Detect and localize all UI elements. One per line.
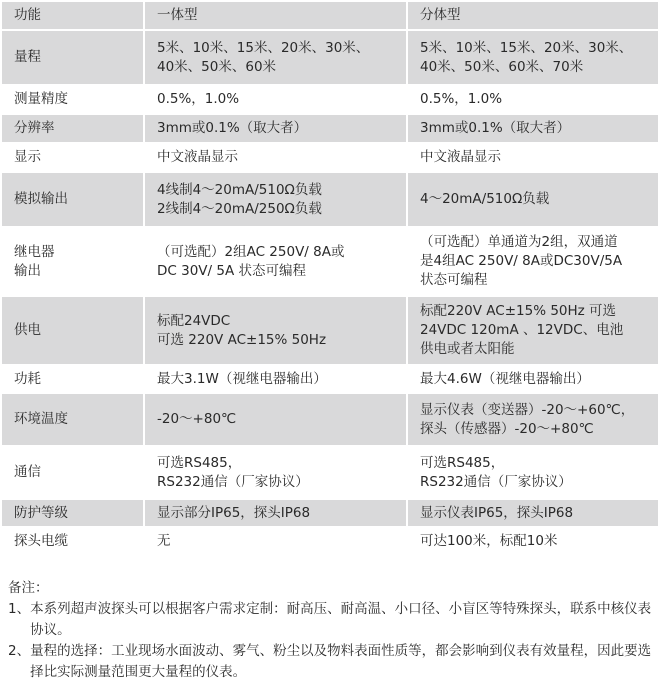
split-value: 5米、10米、15米、20米、30米、 40米、50米、60米、70米 bbox=[406, 31, 658, 86]
split-value: 中文液晶显示 bbox=[406, 144, 658, 173]
integrated-value: 显示部分IP65，探头IP68 bbox=[143, 500, 406, 528]
table-row-power-consumption bbox=[2, 366, 658, 394]
header-row bbox=[2, 2, 658, 31]
integrated-value: 最大3.1W（视继电器输出） bbox=[143, 366, 406, 394]
note-item bbox=[8, 599, 654, 641]
table-row-analog-output bbox=[2, 173, 658, 228]
row-label: 量程 bbox=[2, 31, 143, 86]
split-value: 4～20mA/510Ω负载 bbox=[406, 173, 658, 228]
integrated-value: 5米、10米、15米、20米、30米、 40米、50米、60米 bbox=[143, 31, 406, 86]
table-row-probe-cable bbox=[2, 528, 658, 556]
row-label: 分辨率 bbox=[2, 115, 143, 144]
table-row-ambient-temp bbox=[2, 394, 658, 447]
note-number: 2、 bbox=[8, 643, 31, 659]
table-row-resolution bbox=[2, 115, 658, 144]
row-label: 通信 bbox=[2, 447, 143, 500]
table-row-range bbox=[2, 31, 658, 86]
note-text: 量程的选择：工业现场水面波动、雾气、粉尘以及物料表面性质等，都会影响到仪表有效量程，因此要选择比实际测量范围更大量程的仪表。 bbox=[30, 643, 652, 680]
note-number: 1、 bbox=[8, 601, 31, 617]
row-label: 功耗 bbox=[2, 366, 143, 394]
header-function: 功能 bbox=[2, 2, 143, 31]
note-text: 本系列超声波探头可以根据客户需求定制：耐高压、耐高温、小口径、小盲区等特殊探头，联系中核仪表协议。 bbox=[30, 601, 652, 638]
table-row-protection bbox=[2, 500, 658, 528]
integrated-value: 3mm或0.1%（取大者） bbox=[143, 115, 406, 144]
integrated-value: （可选配）2组AC 250V/ 8A或 DC 30V/ 5A 状态可编程 bbox=[143, 228, 406, 297]
notes-section bbox=[8, 578, 654, 683]
split-value: 可选RS485， RS232通信（厂家协议） bbox=[406, 447, 658, 500]
integrated-value: 4线制4～20mA/510Ω负载 2线制4～20mA/250Ω负载 bbox=[143, 173, 406, 228]
row-label: 显示 bbox=[2, 144, 143, 173]
row-label: 测量精度 bbox=[2, 86, 143, 115]
table-row-accuracy bbox=[2, 86, 658, 115]
table-row-display bbox=[2, 144, 658, 173]
row-label: 模拟输出 bbox=[2, 173, 143, 228]
row-label: 继电器 输出 bbox=[2, 228, 143, 297]
row-label: 探头电缆 bbox=[2, 528, 143, 556]
split-value: 0.5%，1.0% bbox=[406, 86, 658, 115]
header-split: 分体型 bbox=[406, 2, 658, 31]
row-label: 防护等级 bbox=[2, 500, 143, 528]
split-value: 最大4.6W（视继电器输出） bbox=[406, 366, 658, 394]
integrated-value: 可选RS485， RS232通信（厂家协议） bbox=[143, 447, 406, 500]
table-row-communication bbox=[2, 447, 658, 500]
split-value: 显示仪表IP65，探头IP68 bbox=[406, 500, 658, 528]
split-value: 显示仪表（变送器）-20～+60℃， 探头（传感器）-20～+80℃ bbox=[406, 394, 658, 447]
split-value: 可达100米，标配10米 bbox=[406, 528, 658, 556]
integrated-value: 无 bbox=[143, 528, 406, 556]
table-row-power-supply bbox=[2, 297, 658, 366]
table-row-relay-output bbox=[2, 228, 658, 297]
split-value: 标配220V AC±15% 50Hz 可选 24VDC 120mA 、12VDC、电池 供电或者太阳能 bbox=[406, 297, 658, 366]
split-value: 3mm或0.1%（取大者） bbox=[406, 115, 658, 144]
spec-table bbox=[2, 2, 658, 556]
notes-title: 备注： bbox=[8, 580, 49, 596]
row-label: 环境温度 bbox=[2, 394, 143, 447]
split-value: （可选配）单通道为2组，双通道 是4组AC 250V/ 8A或DC30V/5A 状态可编程 bbox=[406, 228, 658, 297]
header-integrated: 一体型 bbox=[143, 2, 406, 31]
integrated-value: 标配24VDC 可选 220V AC±15% 50Hz bbox=[143, 297, 406, 366]
integrated-value: -20～+80℃ bbox=[143, 394, 406, 447]
integrated-value: 中文液晶显示 bbox=[143, 144, 406, 173]
row-label: 供电 bbox=[2, 297, 143, 366]
integrated-value: 0.5%，1.0% bbox=[143, 86, 406, 115]
